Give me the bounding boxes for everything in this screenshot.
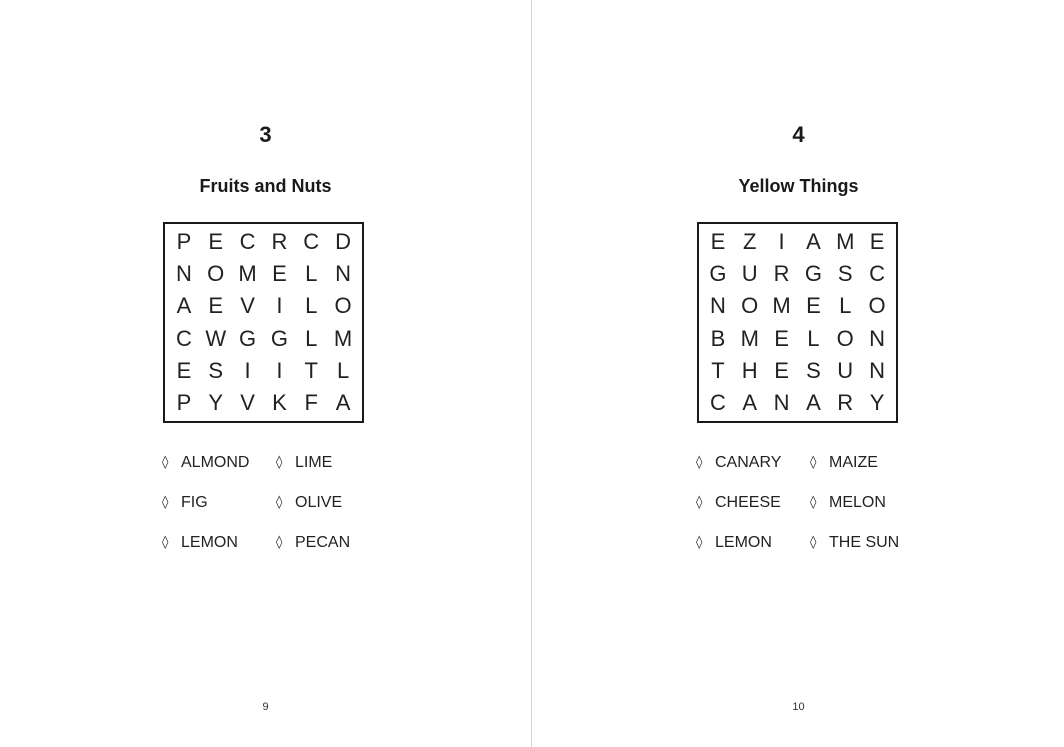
grid-letter[interactable]: M: [333, 325, 353, 351]
grid-letter[interactable]: E: [710, 229, 726, 255]
word-list-item: [162, 492, 276, 532]
diamond-bullet-icon: ◊: [276, 535, 283, 550]
diamond-bullet-icon: ◊: [162, 495, 169, 510]
page-right: [533, 0, 1064, 747]
grid-letter[interactable]: R: [837, 389, 854, 415]
word-list-item: [696, 532, 810, 572]
word-text: OLIVE: [295, 494, 343, 511]
word-list-item: [810, 452, 950, 492]
grid-letter[interactable]: G: [709, 261, 727, 287]
grid-letter[interactable]: N: [773, 389, 790, 415]
grid-letter[interactable]: D: [335, 229, 352, 255]
grid-letter[interactable]: S: [806, 357, 821, 383]
grid-letter[interactable]: V: [240, 389, 255, 415]
word-text: ALMOND: [181, 454, 250, 471]
grid-letter[interactable]: M: [740, 325, 759, 351]
grid-letter[interactable]: A: [806, 389, 821, 415]
grid-letter[interactable]: W: [205, 325, 227, 351]
grid-letter[interactable]: U: [741, 261, 758, 287]
grid-letter[interactable]: N: [175, 261, 192, 287]
grid-letter[interactable]: I: [778, 229, 785, 255]
grid-letter[interactable]: E: [806, 293, 821, 319]
word-text: LIME: [295, 454, 333, 471]
grid-letter[interactable]: A: [335, 389, 351, 415]
grid-letter[interactable]: M: [238, 261, 257, 287]
grid-letter[interactable]: E: [774, 357, 789, 383]
grid-letter[interactable]: Y: [869, 389, 885, 415]
page-left: [0, 0, 531, 747]
word-list-item: [276, 492, 416, 532]
word-search-grid: [163, 222, 364, 423]
grid-letter[interactable]: N: [869, 325, 886, 351]
grid-letter[interactable]: B: [710, 325, 726, 351]
grid-letter[interactable]: S: [837, 261, 853, 287]
diamond-bullet-icon: ◊: [276, 455, 283, 470]
grid-letter[interactable]: N: [869, 357, 886, 383]
grid-letter[interactable]: O: [334, 293, 352, 319]
grid-letter[interactable]: H: [741, 357, 758, 383]
grid-letter[interactable]: E: [176, 357, 192, 383]
word-search-grid: [697, 222, 898, 423]
page-divider: [531, 0, 532, 747]
grid-letter[interactable]: I: [244, 357, 251, 383]
puzzle-number: 4: [792, 122, 805, 147]
diamond-bullet-icon: ◊: [810, 455, 817, 470]
grid-letter[interactable]: C: [869, 261, 886, 287]
page-number: 9: [262, 701, 269, 713]
word-text: LEMON: [181, 534, 238, 551]
diamond-bullet-icon: ◊: [696, 535, 703, 550]
diamond-bullet-icon: ◊: [810, 535, 817, 550]
grid-letter[interactable]: F: [304, 389, 318, 415]
grid-letter[interactable]: C: [175, 325, 192, 351]
puzzle-title: Yellow Things: [738, 176, 859, 196]
word-list-item: [810, 532, 950, 572]
grid-letter[interactable]: T: [304, 357, 318, 383]
puzzle-number: 3: [259, 122, 272, 147]
word-text: LEMON: [715, 534, 772, 551]
word-text: FIG: [181, 494, 208, 511]
word-text: THE SUN: [829, 534, 900, 551]
grid-letter[interactable]: L: [839, 293, 852, 319]
grid-letter[interactable]: N: [335, 261, 352, 287]
word-text: PECAN: [295, 534, 351, 551]
grid-letter[interactable]: C: [709, 389, 726, 415]
grid-letter[interactable]: C: [303, 229, 320, 255]
word-text: CHEESE: [715, 494, 781, 511]
word-text: MAIZE: [829, 454, 878, 471]
grid-letter[interactable]: A: [176, 293, 192, 319]
grid-letter[interactable]: E: [774, 325, 789, 351]
diamond-bullet-icon: ◊: [696, 455, 703, 470]
grid-letter[interactable]: G: [270, 325, 288, 351]
grid-letter[interactable]: O: [868, 293, 886, 319]
grid-letter[interactable]: G: [239, 325, 257, 351]
word-list-item: [276, 452, 416, 492]
diamond-bullet-icon: ◊: [162, 535, 169, 550]
grid-letter[interactable]: O: [207, 261, 225, 287]
grid-letter[interactable]: Z: [743, 229, 757, 255]
grid-letter[interactable]: I: [276, 293, 283, 319]
grid-letter[interactable]: P: [176, 229, 192, 255]
grid-letter[interactable]: N: [709, 293, 726, 319]
grid-letter[interactable]: C: [239, 229, 256, 255]
diamond-bullet-icon: ◊: [696, 495, 703, 510]
grid-letter[interactable]: E: [208, 293, 224, 319]
grid-letter[interactable]: L: [807, 325, 820, 351]
word-text: MELON: [829, 494, 886, 511]
word-list-item: [162, 532, 276, 572]
grid-letter[interactable]: R: [271, 229, 288, 255]
word-list-item: [162, 452, 276, 492]
grid-letter[interactable]: I: [276, 357, 283, 383]
grid-letter[interactable]: T: [711, 357, 725, 383]
grid-letter[interactable]: E: [208, 229, 224, 255]
grid-letter[interactable]: A: [742, 389, 758, 415]
grid-letter[interactable]: E: [869, 229, 885, 255]
grid-letter[interactable]: L: [305, 261, 318, 287]
grid-letter[interactable]: M: [772, 293, 791, 319]
puzzle-title: Fruits and Nuts: [199, 176, 332, 196]
diamond-bullet-icon: ◊: [810, 495, 817, 510]
page-number: 10: [792, 701, 805, 713]
grid-letter[interactable]: G: [804, 261, 822, 287]
grid-letter[interactable]: P: [176, 389, 192, 415]
grid-letter[interactable]: Y: [208, 389, 224, 415]
grid-letter[interactable]: M: [836, 229, 855, 255]
grid-letter[interactable]: R: [773, 261, 790, 287]
word-list-item: [276, 532, 416, 572]
grid-letter[interactable]: O: [741, 293, 759, 319]
grid-letter[interactable]: S: [208, 357, 224, 383]
grid-letter[interactable]: L: [336, 357, 350, 383]
grid-letter[interactable]: K: [272, 389, 287, 415]
word-text: CANARY: [715, 454, 782, 471]
word-list-item: [696, 452, 810, 492]
grid-letter[interactable]: E: [272, 261, 287, 287]
diamond-bullet-icon: ◊: [276, 495, 283, 510]
grid-letter[interactable]: L: [305, 293, 318, 319]
grid-letter[interactable]: L: [305, 325, 318, 351]
grid-letter[interactable]: U: [837, 357, 854, 383]
word-list-item: [810, 492, 950, 532]
word-list: [696, 452, 956, 572]
word-list-item: [696, 492, 810, 532]
diamond-bullet-icon: ◊: [162, 455, 169, 470]
grid-letter[interactable]: V: [240, 293, 255, 319]
grid-letter[interactable]: A: [806, 229, 821, 255]
grid-letter[interactable]: O: [836, 325, 854, 351]
word-list: [162, 452, 422, 572]
